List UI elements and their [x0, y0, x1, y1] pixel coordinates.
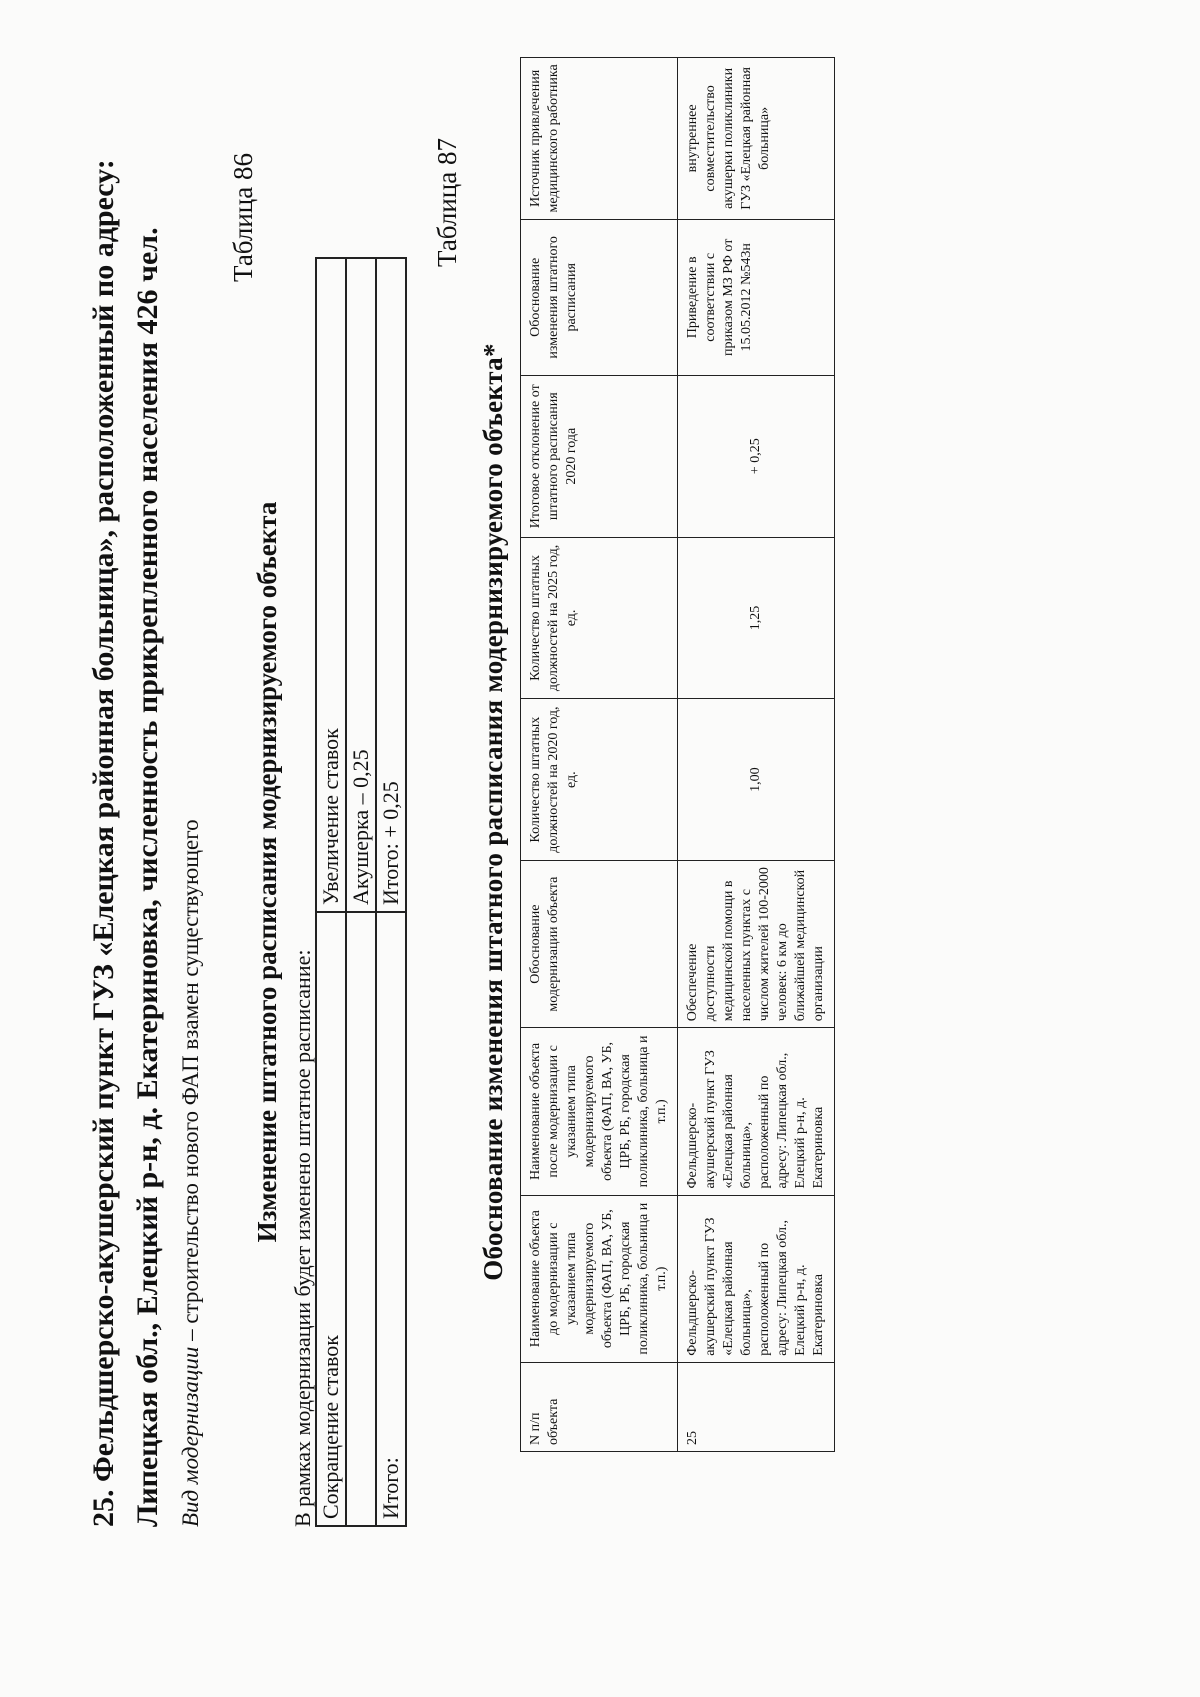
table-cell: Сокращение ставок	[316, 912, 346, 1526]
column-header: Источник привлечения медицинского работника	[521, 58, 678, 220]
column-header: Наименование объекта после модернизации с указанием типа модернизируемого объекта (ФАП, ВА, УБ, ЦРБ, РБ, городская поликлиника, больница и т.п.)	[521, 1028, 678, 1195]
modernization-type	[178, 819, 204, 1527]
column-header: Количество штатных должностей на 2025 год, ед.	[521, 537, 678, 699]
table-86-label: Таблица 86	[228, 153, 258, 282]
table-cell: 25	[678, 1362, 835, 1451]
section-heading: 25. Фельдшерско-акушерский пункт ГУЗ «Елецкая районная больница», расположенный по адресу: Липецкая обл., Елецкий р-н, д. Екатериновка, численность прикрепленного населения 426 чел.	[87, 159, 164, 1527]
modernization-type-text: – строительство нового ФАП взамен существующего	[178, 819, 203, 1347]
table-row	[376, 258, 406, 1526]
staffing-change-table	[315, 257, 407, 1527]
table-86-title: Изменение штатного расписания модернизируемого объекта	[252, 501, 282, 1243]
table-cell: внутреннее совместительство акушерки поликлиники ГУЗ «Елецкая районная больница»	[678, 58, 835, 220]
table-cell: + 0,25	[678, 375, 835, 537]
column-header: Обоснование модернизации объекта	[521, 861, 678, 1028]
table-cell: Приведение в соответствии с приказом МЗ РФ от 15.05.2012 №543н	[678, 219, 835, 375]
table-87-label: Таблица 87	[432, 138, 462, 267]
table-cell: 1,00	[678, 699, 835, 861]
table-87-title: Обоснование изменения штатного расписания модернизируемого объекта*	[478, 343, 508, 1281]
table-cell: Увеличение ставок	[316, 258, 346, 912]
table-row	[678, 58, 835, 1452]
table-row	[316, 258, 346, 1526]
column-header: Итоговое отклонение от штатного расписания 2020 года	[521, 375, 678, 537]
table-header-row	[521, 58, 678, 1452]
column-header: N п/п объекта	[521, 1362, 678, 1451]
table-cell: 1,25	[678, 537, 835, 699]
table-cell: Фельдшерско-акушерский пункт ГУЗ «Елецкая районная больница», расположенный по адресу: Липецкая обл., Елецкий р-н, д. Екатериновка	[678, 1028, 835, 1195]
table-cell: Итого:	[376, 912, 406, 1526]
column-header: Обоснование изменения штатного расписания	[521, 219, 678, 375]
table-cell: Итого: + 0,25	[376, 258, 406, 912]
table-cell: Обеспечение доступности медицинской помощи в населенных пунктах с числом жителей 100-2000 человек: 6 км до ближайшей медицинской организации	[678, 861, 835, 1028]
column-header: Наименование объекта до модернизации с указанием типа модернизируемого объекта (ФАП, ВА, УБ, ЦРБ, РБ, городская поликлиника, больница и т.п.)	[521, 1195, 678, 1362]
table-cell: Фельдшерско-акушерский пункт ГУЗ «Елецкая районная больница», расположенный по адресу: Липецкая обл., Елецкий р-н, д. Екатериновка	[678, 1195, 835, 1362]
table-86-intro: В рамках модернизации будет изменено штатное расписание:	[290, 949, 315, 1527]
modernization-type-label: Вид модернизации	[178, 1346, 203, 1527]
table-row	[346, 258, 376, 1526]
table-cell: Акушерка – 0,25	[346, 258, 376, 912]
table-cell	[346, 912, 376, 1526]
column-header: Количество штатных должностей на 2020 год, ед.	[521, 699, 678, 861]
staffing-justification-table	[520, 57, 835, 1452]
